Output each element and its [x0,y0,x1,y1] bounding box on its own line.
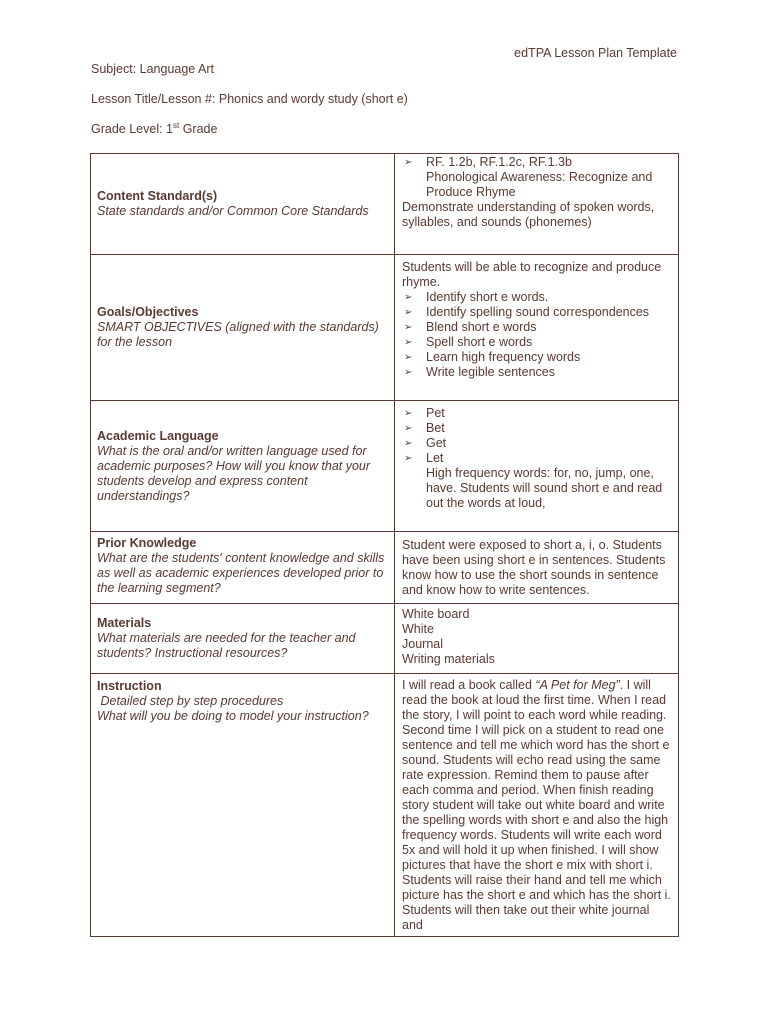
standards-description: Demonstrate understanding of spoken words, syllables, and sounds (phonemes) [402,200,655,229]
grade-ordinal: st [173,120,180,130]
cell-content-standards-value [395,154,679,255]
instruction-text [402,678,672,933]
lesson-title-line: Lesson Title/Lesson #: Phonics and wordy study (short e) [91,92,408,106]
materials-subtitle: What materials are needed for the teacher and students? Instructional resources? [97,631,356,660]
standards-phonological: Phonological Awareness: Recognize and Produce Rhyme [426,170,653,199]
cell-goals-label [91,255,395,401]
cell-instruction-label [91,674,395,937]
content-standards-subtitle: State standards and/or Common Core Standards [97,204,369,218]
lesson-plan-table [90,153,679,937]
row-materials [91,604,679,674]
material-item: Journal [402,637,443,651]
cell-academic-language-value [395,401,679,532]
grade-suffix: Grade [179,122,218,136]
row-instruction [91,674,679,937]
template-title: edTPA Lesson Plan Template [514,46,677,60]
row-academic-language [91,401,679,532]
material-item: White [402,622,434,636]
row-content-standards [91,154,679,255]
instruction-text-before: I will read a book called [402,678,536,692]
goals-list [402,290,672,380]
content-standards-heading: Content Standard(s) [97,189,218,203]
vocabulary-list [402,406,672,466]
book-title: “A Pet for Meg” [535,678,620,692]
list-item: ➢ Identify spelling sound correspondences [426,305,672,320]
row-prior-knowledge [91,532,679,604]
cell-prior-knowledge-value [395,532,679,604]
list-item: ➢ Spell short e words [426,335,672,350]
prior-knowledge-heading: Prior Knowledge [97,536,197,550]
cell-prior-knowledge-label [91,532,395,604]
goals-heading: Goals/Objectives [97,305,199,319]
list-item: ➢ Identify short e words. [426,290,672,305]
cell-instruction-value [395,674,679,937]
list-item: ➢ Learn high frequency words [426,350,672,365]
material-item: White board [402,607,470,621]
cell-goals-value [395,255,679,401]
high-frequency-words: High frequency words: for, no, jump, one, have. Students will sound short e and read out the words at loud, [426,466,663,510]
materials-heading: Materials [97,616,152,630]
list-item: ➢ Let [426,451,672,466]
academic-language-heading: Academic Language [97,428,219,443]
subject-line: Subject: Language Art [91,62,215,76]
instruction-heading: Instruction [97,679,162,693]
material-item: Writing materials [402,652,495,666]
instruction-subtitle-procedures: Detailed step by step procedures [97,694,284,708]
list-item: ➢ Write legible sentences [426,365,672,380]
prior-knowledge-text: Student were exposed to short a, i, o. Students have been using short e in sentences. Students know how to use the short sounds in sentence and know how to write sentences. [402,538,666,597]
row-goals [91,255,679,401]
cell-academic-language-label [91,401,395,532]
list-item: ➢ Bet [426,421,672,436]
academic-language-subtitle: What is the oral and/or written language used for academic purposes? How will you know that your students develop and express content understandings? [97,443,371,503]
instruction-subtitle-model: What will you be doing to model your instruction? [97,709,369,723]
standards-list [402,155,672,170]
list-item: ➢ Pet [426,406,672,421]
goals-subtitle: SMART OBJECTIVES (aligned with the standards) for the lesson [97,320,379,349]
instruction-text-after: . I will read the book at loud the first time. When I read the story, I will point to each word while reading. Second time I will pick on a student to read one sentence and tell me which word has the short e sound. Students will echo read using the same rate expression. Remind them to pause after each comma and period. When finish reading story student will take out white board and write the spelling words with short e and also the high frequency words. Students will write each word 5x and will hold it up when finished. I will show pictures that have the short e mix with short i. Students will raise their hand and tell me which picture has the short e and which has the short i. Students will then take out their white journal and [402,678,671,932]
prior-knowledge-subtitle: What are the students' content knowledge and skills as well as academic experiences developed prior to the learning segment? [97,551,385,595]
cell-materials-label [91,604,395,674]
list-item: ➢ RF. 1.2b, RF.1.2c, RF.1.3b [426,155,672,170]
list-item: ➢ Blend short e words [426,320,672,335]
list-item: ➢ Get [426,436,672,451]
cell-materials-value [395,604,679,674]
grade-level-line [91,122,217,137]
grade-prefix: Grade Level: 1 [91,122,173,136]
cell-content-standards-label [91,154,395,255]
goals-intro: Students will be able to recognize and produce rhyme. [402,260,662,289]
